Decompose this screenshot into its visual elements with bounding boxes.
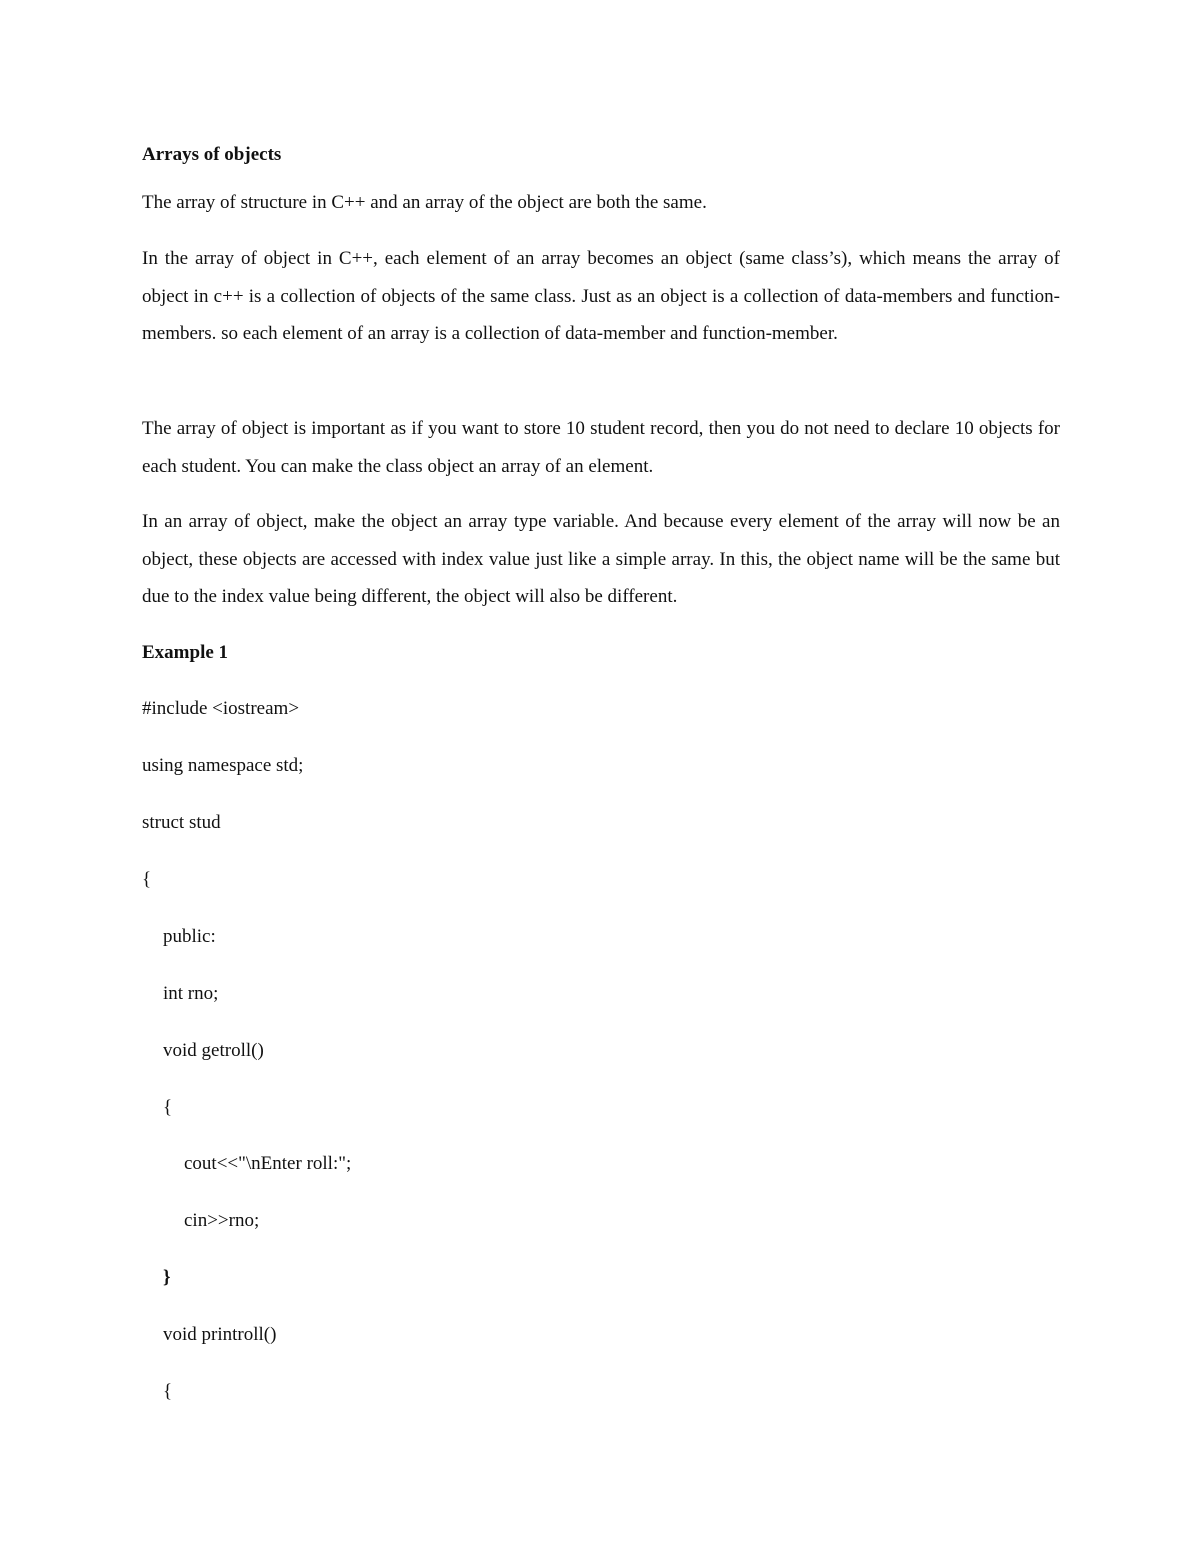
code-line: public: <box>163 926 216 947</box>
code-line: struct stud <box>142 812 221 833</box>
code-line: #include <iostream> <box>142 698 300 719</box>
code-line: cin>>rno; <box>184 1210 260 1231</box>
code-line: { <box>163 1097 173 1118</box>
code-line: int rno; <box>163 983 219 1004</box>
document-title: Arrays of objects <box>142 144 282 165</box>
code-line: cout<<"\nEnter roll:"; <box>184 1153 352 1174</box>
code-line: void printroll() <box>163 1324 277 1345</box>
code-line: { <box>163 1381 173 1402</box>
example-heading: Example 1 <box>142 642 229 663</box>
code-line: { <box>142 869 152 890</box>
code-line: } <box>163 1267 171 1288</box>
paragraph-2: In the array of object in C++, each element of an array becomes an object (same class’s), which means the array of object in c++ is a collection of objects of the same class. Just as an object is a collection of data-members and function-members. so each element of an array is a collection of data-member and function-member. <box>142 248 1060 344</box>
paragraph-1: The array of structure in C++ and an array of the object are both the same. <box>142 192 707 213</box>
code-line: using namespace std; <box>142 755 304 776</box>
paragraph-4: In an array of object, make the object an array type variable. And because every element of the array will now be an object, these objects are accessed with index value just like a simple array. In this, the object name will be the same but due to the index value being different, the object will also be different. <box>142 511 1060 607</box>
code-line: void getroll() <box>163 1040 264 1061</box>
paragraph-3: The array of object is important as if you want to store 10 student record, then you do not need to declare 10 objects for each student. You can make the class object an array of an element. <box>142 418 1060 477</box>
